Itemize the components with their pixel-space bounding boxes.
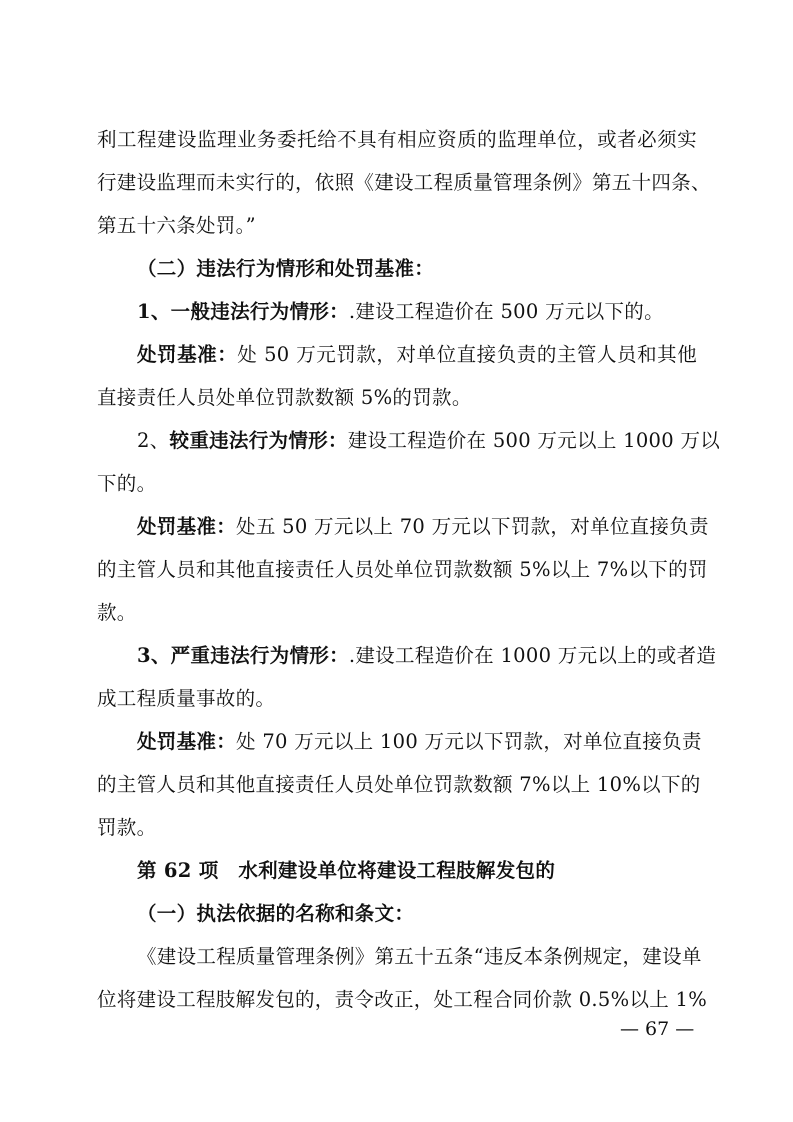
item-label: 3、严重违法行为情形：: [137, 644, 349, 667]
page-number: — 67 —: [620, 1018, 695, 1040]
penalty-standard-3: [137, 727, 702, 757]
section-heading-legal-basis: （一）执法依据的名称和条文：: [137, 902, 415, 925]
penalty-text: 处 70 万元以上 100 万元以下罚款，对单位直接负责: [236, 730, 702, 753]
item-serious-violation: [137, 426, 721, 456]
item-severe-violation-cont: 成工程质量事故的。: [97, 687, 276, 710]
legal-basis-line-1: 《建设工程质量管理条例》第五十五条“违反本条例规定，建设单: [137, 945, 702, 968]
body-line-3: 第五十六条处罚。”: [97, 214, 256, 237]
penalty-label: 处罚基准：: [137, 343, 238, 366]
penalty-text: 处 50 万元罚款，对单位直接负责的主管人员和其他: [237, 343, 697, 366]
item-text: .建设工程造价在 1000 万元以上的或者造: [348, 644, 717, 667]
legal-basis-line-2: 位将建设工程肢解发包的，责令改正，处工程合同价款 0.5%以上 1%: [97, 988, 708, 1011]
penalty-standard-3-cont2: 罚款。: [97, 816, 157, 839]
penalty-standard-2: [137, 512, 709, 542]
item-label: 较重违法行为情形：: [169, 429, 348, 452]
item-text: 建设工程造价在 500 万元以上 1000 万以: [347, 429, 721, 452]
penalty-standard-3-cont1: 的主管人员和其他直接责任人员处单位罚款数额 7%以上 10%以下的: [97, 773, 701, 796]
body-line-1: 利工程建设监理业务委托给不具有相应资质的监理单位，或者必须实: [97, 128, 697, 151]
item-severe-violation: [137, 641, 717, 671]
penalty-label: 处罚基准：: [137, 515, 237, 538]
penalty-standard-1: [137, 340, 697, 370]
section-heading-penalty-standards: （二）违法行为情形和处罚基准：: [137, 257, 435, 280]
item-serious-violation-cont: 下的。: [97, 472, 157, 495]
penalty-standard-2-cont1: 的主管人员和其他直接责任人员处单位罚款数额 5%以上 7%以下的罚: [97, 558, 708, 581]
penalty-label: 处罚基准：: [137, 730, 237, 753]
item-text: .建设工程造价在 500 万元以下的。: [348, 300, 664, 323]
penalty-text: 处五 50 万元以上 70 万元以下罚款，对单位直接负责: [236, 515, 709, 538]
item-62-heading: 第 62 项 水利建设单位将建设工程肢解发包的: [137, 859, 556, 882]
item-label: 1、一般违法行为情形：: [137, 300, 349, 323]
item-number: 2、: [137, 429, 170, 452]
penalty-standard-2-cont2: 款。: [97, 601, 137, 624]
body-line-2: 行建设监理而未实行的，依照《建设工程质量管理条例》第五十四条、: [97, 171, 711, 194]
penalty-standard-1-cont: 直接责任人员处单位罚款数额 5%的罚款。: [97, 386, 472, 409]
item-general-violation: [137, 297, 697, 327]
